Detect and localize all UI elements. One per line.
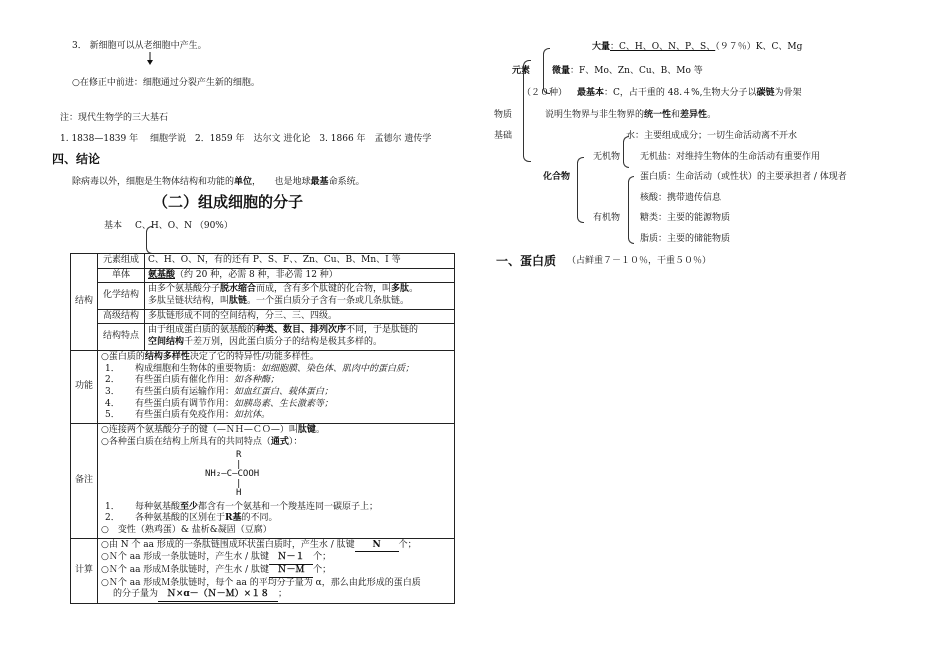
table-row: [71, 423, 455, 538]
label-features: 结构特点: [98, 324, 145, 350]
row-label-function: 功能: [71, 350, 98, 423]
table-row: [71, 283, 455, 309]
list-item: 5． 有些蛋白质有免疫作用：如抗体。: [105, 410, 271, 421]
advanced-text: 多肽链形成不同的空间结构，分三、三、四级。: [145, 309, 455, 324]
brace-inorganic: [623, 136, 629, 168]
note-items: 1. 1838—1839 年 细胞学说 2．1859 年 达尔文 进化论 3. 1866 年 孟德尔 遗传学: [60, 134, 432, 144]
basis-label: 基础: [494, 131, 513, 141]
conclusion-text: 除病毒以外，细胞是生物体结构和功能的单位， 也是地球最基命系统。: [72, 177, 365, 187]
element-label: 元素: [512, 66, 531, 76]
remark-text: ○连接两个氨基酸分子的键（—ＮＨ—ＣＯ—）叫肽键。 ○各种蛋白质在结构上所具有的共同特点（通式）： R | NH₂—C—COOH | H 1． 每种氨基酸至少都含有一个氨基和一个羧基连同一碳原子上； 2． 各种氨基酸的区别在于R基的不同。 ○ 变性（熟鸡蛋）& 盐析&凝固（豆腐）: [98, 423, 455, 538]
table-row: [71, 538, 455, 603]
basic-elements: C、H、O、N （90%）: [135, 221, 233, 231]
features-text: 由于组成蛋白质的氨基酸的种类、数目、排列次序不同，于是肽链的 空间结构千差万别，因此蛋白质分子的结构是极其多样的。: [145, 324, 455, 350]
salt-line: 无机盐：对维持生物体的生命活动有重要作用: [640, 152, 821, 162]
note-title: 注：现代生物学的三大基石: [60, 113, 169, 123]
list-item: 3． 有些蛋白质有运输作用：如血红蛋白、载体蛋白；: [105, 386, 334, 397]
water-line: 水：主要组成成分；一切生命活动离不开水: [626, 131, 798, 141]
amino-acid-formula: R | NH₂—C—COOH | H: [205, 450, 260, 499]
element-count: （２０种）: [522, 88, 568, 98]
table-row: [71, 350, 455, 423]
lipid-line: 脂质：主要的储能物质: [640, 234, 731, 244]
function-text: ○蛋白质的结构多样性决定了它的特异性/功能多样性。 1． 构成细胞和生物体的重要物质：如细胞膜、染色体、肌肉中的蛋白质； 2． 有些蛋白质有催化作用：如各种酶； 3． 有些蛋白质有运输作用：如血红蛋白、载体蛋白； 4． 有些蛋白质有调节作用：如胰岛素、生长激素等； 5． 有些蛋白质有免疫作用：如抗体。: [98, 350, 455, 423]
section-1-note: （占鲜重７－１０％，干重５０％）: [567, 256, 712, 266]
list-item: 4． 有些蛋白质有调节作用：如胰岛素、生长激素等；: [105, 398, 334, 409]
row-label-calc: 计算: [71, 538, 98, 603]
section-4-title: 四、结论: [52, 152, 101, 166]
macro-elements-line: 大量：C、H、O、N、P、S、（９７％）K、C、Mg: [592, 42, 803, 52]
brace-organic: [628, 176, 634, 244]
monomer-text: 氨基酸（约 20 种，必需 8 种，非必需 12 种）: [145, 268, 455, 283]
most-basic-line: 最基本：C，占干重的 48.４%,生物大分子以碳链为骨架: [577, 88, 802, 98]
list-item: 1． 构成细胞和生物体的重要物质：如细胞膜、染色体、肌肉中的蛋白质；: [105, 363, 415, 374]
inorganic-label: 无机物: [593, 152, 621, 162]
compound-label: 化合物: [543, 172, 571, 182]
sugar-line: 糖类：主要的能源物质: [640, 213, 731, 223]
table-row: [71, 268, 455, 283]
organic-label: 有机物: [593, 213, 621, 223]
cell-theory-point-3: 3． 新细胞可以从老细胞中产生。: [72, 41, 207, 51]
calc-text: ○由 N 个 aa 形成的一条肽链围成环状蛋白质时，产生水 / 肽键 N 个； ○Ｎ个 aa 形成一条肽链时，产生水 / 肽键 Ｎ－１ 个； ○Ｎ个 aa 形成Ｍ条肽链时，产生水 / 肽键 Ｎ－Ｍ 个； ○Ｎ个 aa 形成Ｍ条肽链时，每个 aa 的平均分子量为 α，那么由此形成的蛋白质 的分子量为 Ｎ×ɑ－（Ｎ－Ｍ）×１８ ；: [98, 538, 455, 603]
table-row: [71, 254, 455, 269]
protein-table: [70, 253, 455, 604]
elements-text: C、H、O、N，有的还有 P、S、F、、Zn、Cu、B、Mn、I 等: [145, 254, 455, 269]
row-label-remark: 备注: [71, 423, 98, 538]
label-monomer: 单体: [98, 268, 145, 283]
list-item: 2． 有些蛋白质有催化作用：如各种酶；: [105, 375, 280, 386]
micro-elements-line: 微量：F、Mo、Zn、Cu、B、Mo 等: [552, 66, 703, 76]
basic-elements-label: 基本: [104, 221, 123, 231]
label-advanced: 高级结构: [98, 309, 145, 324]
brace-basic: [146, 226, 153, 254]
brace-matter-basis: [523, 60, 531, 162]
nucleic-line: 核酸：携带遗传信息: [640, 193, 722, 203]
unity-line: 说明生物界与非生物界的统一性和差异性。: [545, 110, 717, 120]
virchow-line: ○在修正中前进：细胞通过分裂产生新的细胞。: [72, 78, 260, 88]
protein-line: 蛋白质：生命活动（或性状）的主要承担者 / 体现者: [640, 172, 847, 182]
chapter-title: （二）组成细胞的分子: [153, 193, 304, 211]
label-elements: 元素组成: [98, 254, 145, 269]
chemical-text: 由多个氨基酸分子脱水缩合而成，含有多个肽键的化合物，叫多肽。 多肽呈链状结构，叫肽链。一个蛋白质分子含有一条或几条肽链。: [145, 283, 455, 309]
table-row: [71, 309, 455, 324]
arrow-down-icon: [145, 52, 155, 66]
brace-compound: [577, 157, 584, 223]
section-1-title: 一、蛋白质: [496, 254, 557, 268]
label-chemical: 化学结构: [98, 283, 145, 309]
row-label-structure: 结构: [71, 254, 98, 351]
matter-label: 物质: [494, 110, 513, 120]
